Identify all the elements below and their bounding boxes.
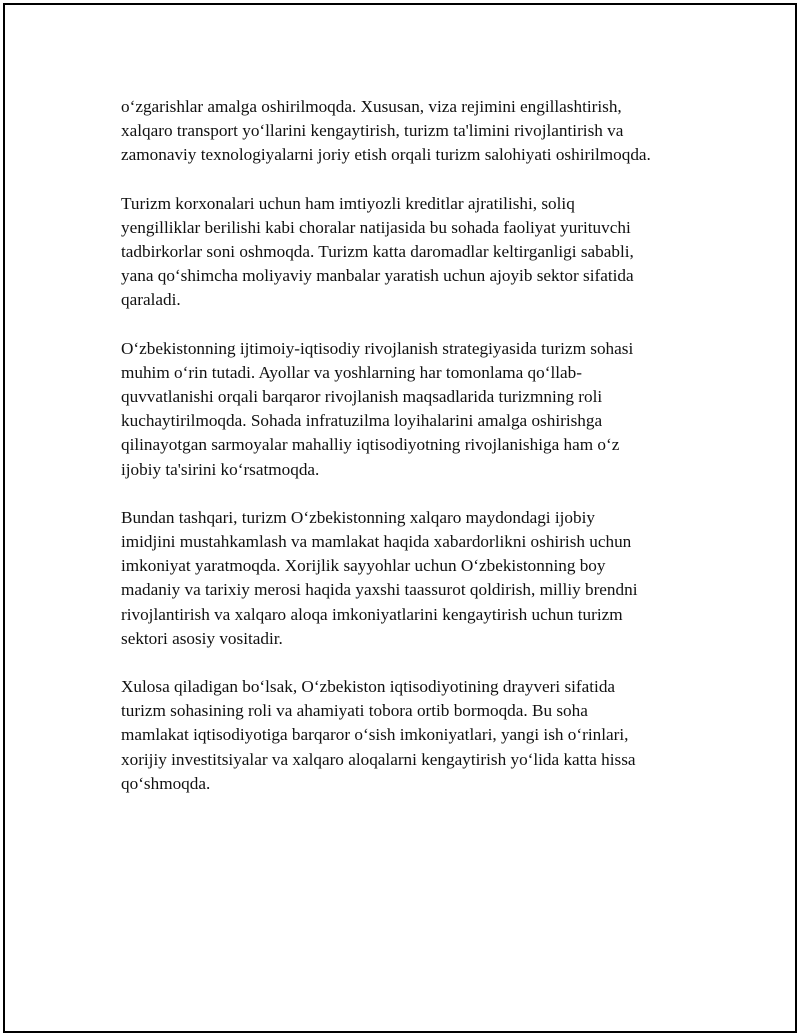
text-line: rivojlantirish va xalqaro aloqa imkoniyatlarini kengaytirish uchun turizm [121,604,623,624]
text-line: xalqaro transport yo‘llarini kengaytirish, turizm ta'limini rivojlantirish va [121,121,624,141]
text-line: yengilliklar berilishi kabi choralar natijasida bu sohada faoliyat yurituvchi [121,217,631,237]
text-line: O‘zbekistonning ijtimoiy-iqtisodiy rivojlanish strategiyasida turizm sohasi [121,338,634,358]
text-line: qilinayotgan sarmoyalar mahalliy iqtisodiyotning rivojlanishiga ham o‘z [121,435,620,455]
text-line: imidjini mustahkamlash va mamlakat haqida xabardorlikni oshirish uchun [121,532,632,552]
text-line: Xulosa qiladigan bo‘lsak, O‘zbekiston iqtisodiyotining drayveri sifatida [121,677,616,697]
text-line: turizm sohasining roli va ahamiyati tobora ortib bormoqda. Bu soha [121,701,588,721]
text-line: ijobiy ta'sirini ko‘rsatmoqda. [121,459,320,479]
paragraph-5 [121,675,696,796]
text-line: muhim o‘rin tutadi. Ayollar va yoshlarning har tomonlama qo‘llab- [121,362,582,382]
text-line: sektori asosiy vositadir. [121,628,283,648]
text-line: Bundan tashqari, turizm O‘zbekistonning xalqaro maydondagi ijobiy [121,507,595,527]
document-body [121,95,696,820]
text-line: tadbirkorlar soni oshmoqda. Turizm katta daromadlar keltirganligi sababli, [121,242,634,262]
text-line: madaniy va tarixiy merosi haqida yaxshi taassurot qoldirish, milliy brendni [121,580,638,600]
text-line: qo‘shmoqda. [121,773,211,793]
text-line: imkoniyat yaratmoqda. Xorijlik sayyohlar uchun O‘zbekistonning boy [121,556,606,576]
paragraph-1 [121,95,696,168]
paragraph-4 [121,506,696,651]
page-frame [3,3,797,1033]
text-line: Turizm korxonalari uchun ham imtiyozli kreditlar ajratilishi, soliq [121,193,575,213]
text-line: o‘zgarishlar amalga oshirilmoqda. Xususan, viza rejimini engillashtirish, [121,97,622,116]
paragraph-2 [121,192,696,313]
text-line: quvvatlanishi orqali barqaror rivojlanish maqsadlarida turizmning roli [121,387,603,407]
text-line: zamonaviy texnologiyalarni joriy etish orqali turizm salohiyati oshirilmoqda. [121,145,651,165]
text-line: yana qo‘shimcha moliyaviy manbalar yaratish uchun ajoyib sektor sifatida [121,266,634,286]
text-line: qaraladi. [121,290,181,310]
text-line: mamlakat iqtisodiyotiga barqaror o‘sish imkoniyatlari, yangi ish o‘rinlari, [121,725,629,745]
text-line: xorijiy investitsiyalar va xalqaro aloqalarni kengaytirish yo‘lida katta hissa [121,749,636,769]
paragraph-3 [121,337,696,482]
text-line: kuchaytirilmoqda. Sohada infratuzilma loyihalarini amalga oshirishga [121,411,603,431]
